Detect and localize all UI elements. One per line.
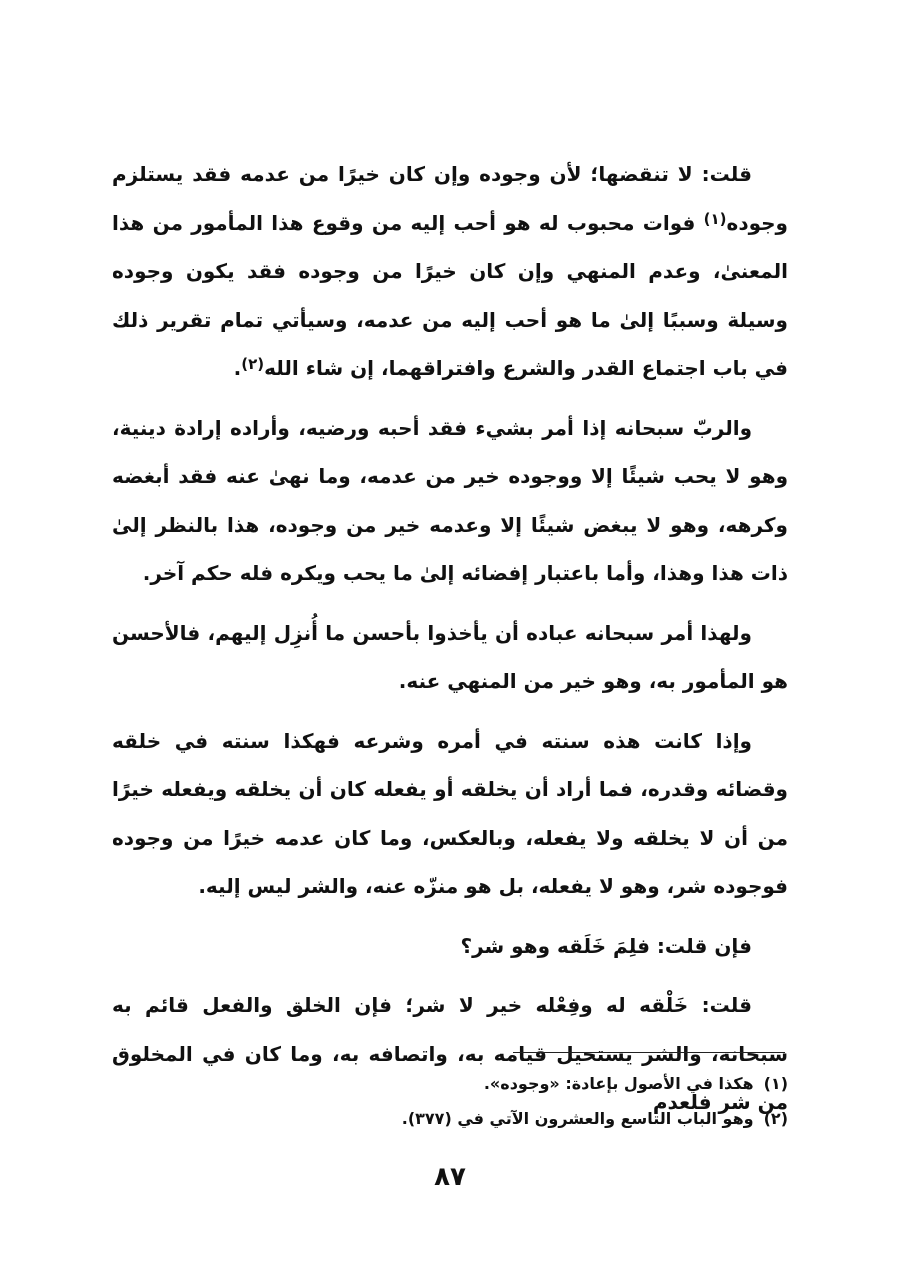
paragraph-1-text-b: فوات محبوب له هو أحب إليه من وقوع هذا المأمور من هذا المعنىٰ، وعدم المنهي وإن كان خيرًا من وجوده فقد يكون وجوده وسيلة وسببًا إلىٰ ما هو أحب إليه من عدمه، وسيأتي تمام تقرير ذلك في باب اجتماع القدر والشرع وافتراقهما، إن شاء الله (112, 210, 788, 380)
paragraph-5: فإن قلت: فلِمَ خَلَقه وهو شر؟ (460, 933, 752, 958)
paragraph-4: وإذا كانت هذه سنته في أمره وشرعه فهكذا سنته في خلقه وقضائه وقدره، فما أراد أن يخلقه أو يفعله كان أن يخلقه ويفعله خيرًا من أن لا يخلقه ولا يفعله، وبالعكس، وما كان عدمه خيرًا من وجوده فوجوده شر، وهو لا يفعله، بل هو منزّه عنه، والشر ليس إليه. (112, 728, 788, 898)
main-text (112, 150, 788, 1138)
paragraph-1-text-c: . (233, 356, 242, 380)
paragraph-3: ولهذا أمر سبحانه عباده أن يأخذوا بأحسن ما أُنزِل إليهم، فالأحسن هو المأمور به، وهو خير من المنهي عنه. (112, 620, 788, 693)
paragraph-1 (112, 150, 788, 393)
footnotes (112, 1066, 788, 1136)
paragraph-2: والربّ سبحانه إذا أمر بشيء فقد أحبه ورضيه، وأراده إرادة دينية، وهو لا يحب شيئًا إلا ووجوده خير من عدمه، وما نهىٰ عنه فقد أبغضه وكرهه، وهو لا يبغض شيئًا إلا وعدمه خير من وجوده، هذا بالنظر إلىٰ ذات هذا وهذا، وأما باعتبار إفضائه إلىٰ ما يحب ويكره فله حكم آخر. (112, 415, 788, 585)
paragraph-1-text-a: قلت: لا تنقضها؛ لأن وجوده وإن كان خيرًا من عدمه فقد يستلزم وجوده (112, 162, 788, 235)
footnote-1 (112, 1066, 788, 1101)
footnote-number: (٢) (763, 1109, 788, 1128)
footnote-text: هكذا في الأصول بإعادة: «وجوده». (483, 1074, 754, 1093)
footnote-2 (112, 1101, 788, 1136)
footnote-divider (513, 1052, 785, 1053)
page-number: ٨٧ (434, 1162, 466, 1192)
footnote-text: وهو الباب التاسع والعشرون الآتي في (٣٧٧). (401, 1109, 754, 1128)
footnote-number: (١) (763, 1074, 788, 1093)
footnote-ref-1[interactable]: (١) (703, 209, 727, 228)
paragraph-6: قلت: خَلْقه له وفِعْله خير لا شر؛ فإن الخلق والفعل قائم به سبحانه، والشر يستحيل قيامه به، واتصافه به، وما كان في المخلوق من شر فلعدم (112, 993, 788, 1114)
footnote-ref-2[interactable]: (٢) (241, 355, 265, 373)
